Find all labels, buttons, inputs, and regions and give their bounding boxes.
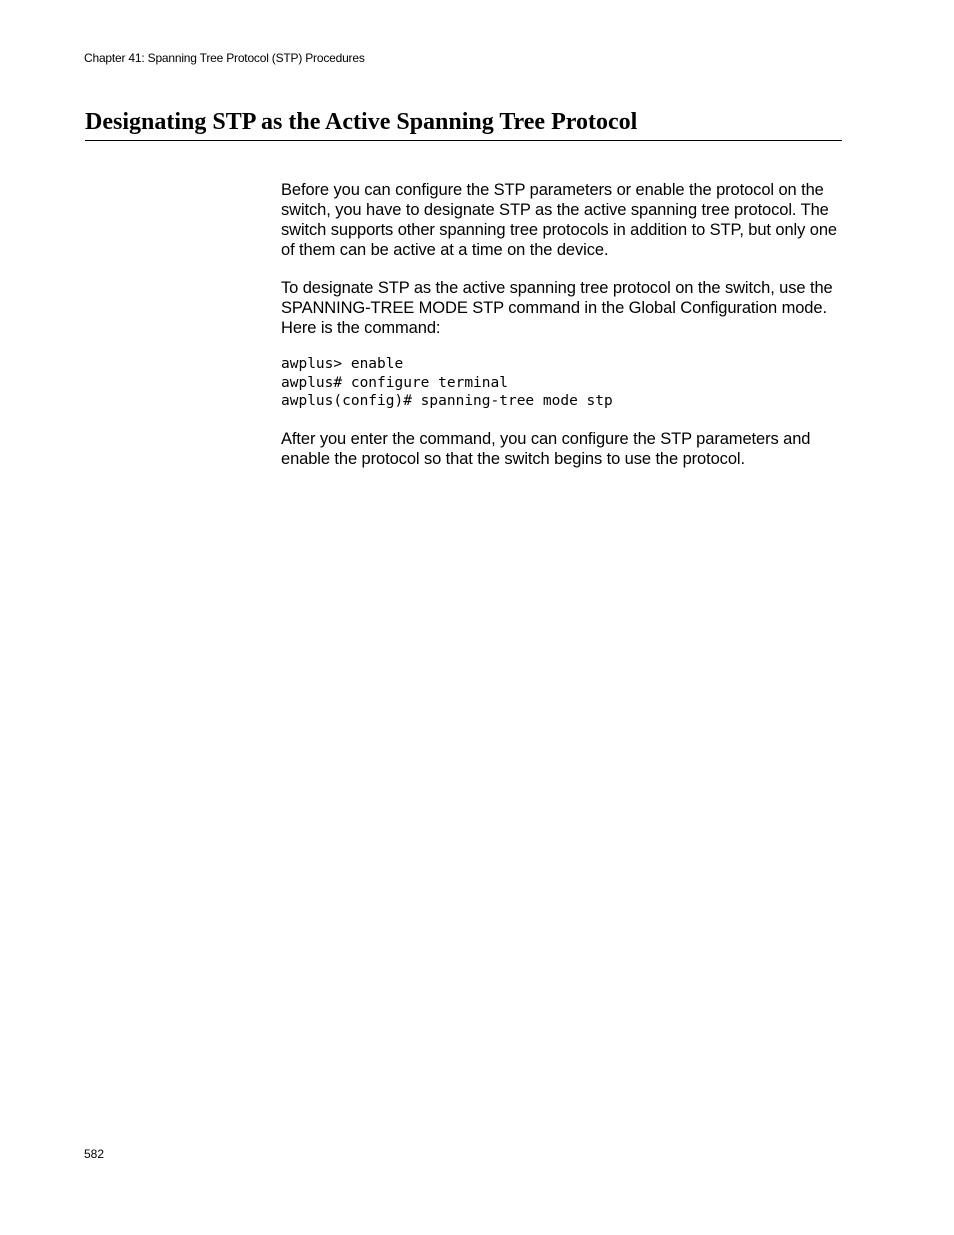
instruction-paragraph: To designate STP as the active spanning tree protocol on the switch, use the SPANNING-TREE MODE STP command in the Global Configuration mode. Here is the command: [281,279,833,337]
title-rule [85,140,842,141]
page-number: 582 [84,1147,105,1161]
section-title: Designating STP as the Active Spanning Tree Protocol [85,109,638,135]
code-line-spanning-tree-mode: awplus(config)# spanning-tree mode stp [281,393,613,409]
command-code-block [281,355,613,411]
intro-paragraph: Before you can configure the STP parameters or enable the protocol on the switch, you have to designate STP as the active spanning tree protocol. The switch supports other spanning tree protocols in addition to STP, but only one of them can be active at a time on the device. [281,181,837,259]
code-line-enable: awplus> enable [281,356,404,372]
followup-paragraph: After you enter the command, you can configure the STP parameters and enable the protocol so that the switch begins to use the protocol. [281,430,811,468]
code-line-configure-terminal: awplus# configure terminal [281,374,508,391]
running-header: Chapter 41: Spanning Tree Protocol (STP) Procedures [84,51,365,65]
